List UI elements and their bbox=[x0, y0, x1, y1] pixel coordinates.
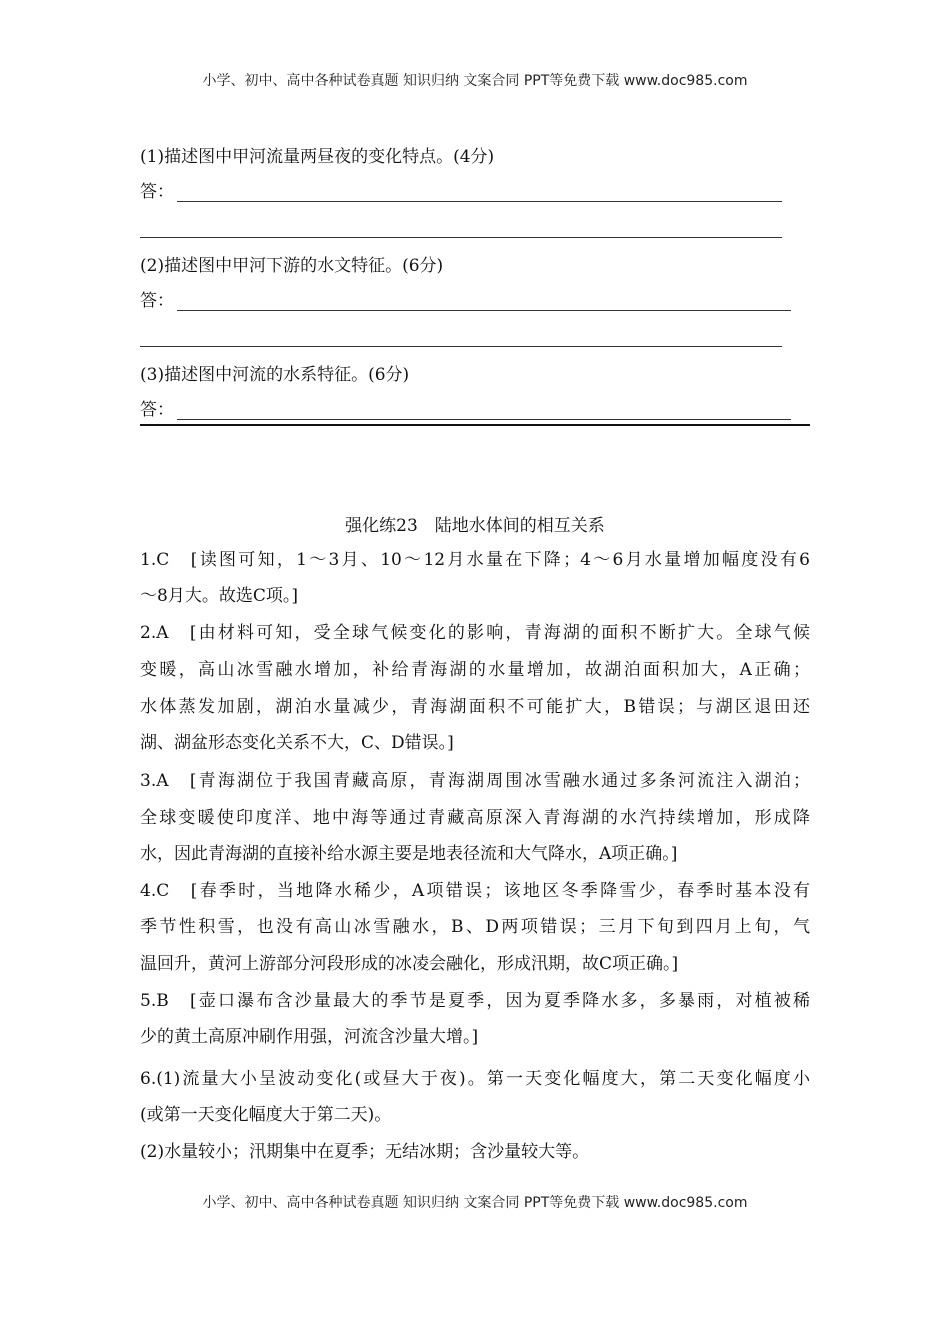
answer-label-3: 答： bbox=[140, 400, 174, 420]
answer-line: 少的黄土高原冲刷作用强，河流含沙量大增。] bbox=[140, 1027, 479, 1047]
answer-line: 水体蒸发加剧，湖泊水量减少，青海湖面积不可能扩大，B错误；与湖区退田还 bbox=[140, 697, 810, 717]
answer-blank-2b bbox=[140, 346, 782, 347]
question-3: (3)描述图中河流的水系特征。(6分) bbox=[140, 365, 410, 385]
question-2: (2)描述图中甲河下游的水文特征。(6分) bbox=[140, 256, 444, 276]
answer-line: 水，因此青海湖的直接补给水源主要是地表径流和大气降水，A项正确。] bbox=[140, 844, 678, 864]
page-header: 小学、初中、高中各种试卷真题 知识归纳 文案合同 PPT等免费下载 www.doc985.com bbox=[202, 73, 748, 89]
answer-line: 6.(1)流量大小呈波动变化(或昼大于夜)。第一天变化幅度大，第二天变化幅度小 bbox=[140, 1069, 810, 1089]
answer-line: (或第一天变化幅度大于第二天)。 bbox=[140, 1105, 392, 1125]
page-footer: 小学、初中、高中各种试卷真题 知识归纳 文案合同 PPT等免费下载 www.doc985.com bbox=[202, 1195, 748, 1211]
answer-line: 1.C [读图可知，1～3月、10～12月水量在下降；4～6月水量增加幅度没有6 bbox=[140, 550, 810, 570]
answer-line: 3.A [青海湖位于我国青藏高原，青海湖周围冰雪融水通过多条河流注入湖泊； bbox=[140, 771, 810, 791]
answer-line: 变暖，高山冰雪融水增加，补给青海湖的水量增加，故湖泊面积加大，A正确； bbox=[140, 660, 810, 680]
answer-line: 全球变暖使印度洋、地中海等通过青藏高原深入青海湖的水汽持续增加，形成降 bbox=[140, 808, 810, 828]
section-divider bbox=[140, 424, 810, 426]
answer-blank-3 bbox=[177, 419, 791, 420]
answer-line: 季节性积雪，也没有高山冰雪融水，B、D两项错误；三月下旬到四月上旬，气 bbox=[140, 917, 810, 937]
answer-blank-1a bbox=[177, 201, 782, 202]
answer-line: (2)水量较小；汛期集中在夏季；无结冰期；含沙量较大等。 bbox=[140, 1142, 590, 1162]
answer-line: 湖、湖盆形态变化关系不大，C、D错误。] bbox=[140, 733, 454, 753]
answer-line: ～8月大。故选C项。] bbox=[140, 586, 298, 606]
section-title: 强化练23 陆地水体间的相互关系 bbox=[345, 516, 605, 536]
answer-line: 2.A [由材料可知，受全球气候变化的影响，青海湖的面积不断扩大。全球气候 bbox=[140, 623, 810, 643]
answer-blank-1b bbox=[140, 237, 782, 238]
question-1: (1)描述图中甲河流量两昼夜的变化特点。(4分) bbox=[140, 147, 495, 167]
answer-label-2: 答： bbox=[140, 291, 174, 311]
answer-line: 5.B [壶口瀑布含沙量最大的季节是夏季，因为夏季降水多，多暴雨，对植被稀 bbox=[140, 991, 810, 1011]
answer-line: 4.C [春季时，当地降水稀少，A项错误；该地区冬季降雪少，春季时基本没有 bbox=[140, 881, 810, 901]
answer-line: 温回升，黄河上游部分河段形成的冰凌会融化，形成汛期，故C项正确。] bbox=[140, 954, 679, 974]
answer-label-1: 答： bbox=[140, 182, 174, 202]
answer-blank-2a bbox=[177, 310, 791, 311]
